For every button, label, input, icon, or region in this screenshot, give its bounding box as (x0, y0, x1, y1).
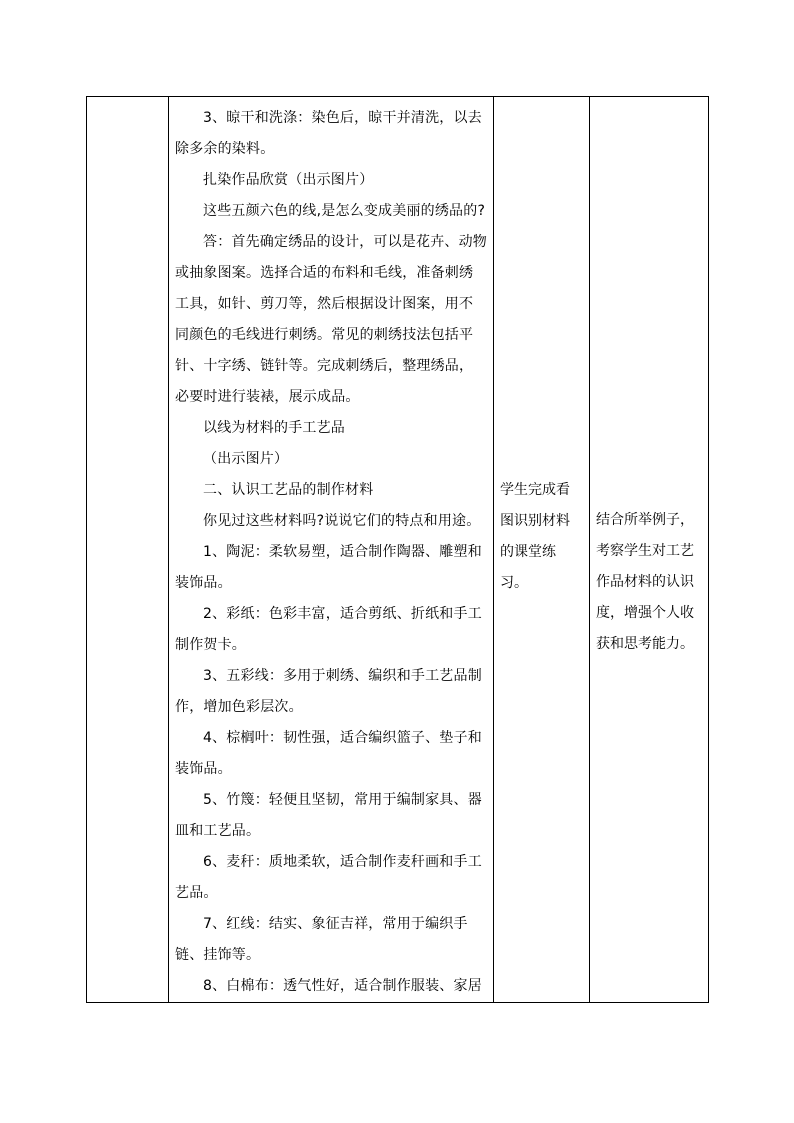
design-intent-cell (590, 97, 709, 1003)
section-heading: 二、认识工艺品的制作材料 (203, 482, 374, 498)
material-item: 6、麦秆：质地柔软，适合制作麦秆画和手工艺品。 (175, 854, 482, 901)
material-item: 5、竹篾：轻便且坚韧，常用于编制家具、器皿和工艺品。 (175, 792, 482, 839)
content-paragraph: 以线为材料的手工艺品 (203, 420, 345, 436)
material-item: 4、棕榈叶：韧性强，适合编织篮子、垫子和装饰品。 (175, 730, 482, 777)
teaching-content-cell (169, 97, 494, 1003)
student-activity-cell (494, 97, 590, 1003)
content-paragraph: 你见过这些材料吗?说说它们的特点和用途。 (203, 513, 481, 529)
content-paragraph: （出示图片） (203, 451, 289, 467)
material-item: 8、白棉布：透气性好，适合制作服装、家居 (203, 978, 482, 994)
content-paragraph: 这些五颜六色的线,是怎么变成美丽的绣品的? (203, 203, 486, 219)
material-item: 1、陶泥：柔软易塑，适合制作陶器、雕塑和装饰品。 (175, 544, 482, 591)
material-item: 7、红线：结实、象征吉祥，常用于编织手链、挂饰等。 (175, 916, 468, 963)
design-intent-text: 结合所举例子，考察学生对工艺作品材料的认识度，增强个人收获和思考能力。 (596, 512, 694, 652)
stage-cell (87, 97, 169, 1003)
lesson-plan-table (86, 96, 709, 1003)
content-paragraph: 答：首先确定绣品的设计，可以是花卉、动物或抽象图案。选择合适的布料和毛线，准备刺绣工具，如针、剪刀等，然后根据设计图案，用不同颜色的毛线进行刺绣。常见的刺绣技法包括平针、十字绣、链针等。完成刺绣后，整理绣品，必要时进行装裱，展示成品。 (175, 234, 487, 405)
material-item: 3、五彩线：多用于刺绣、编织和手工艺品制作，增加色彩层次。 (175, 668, 482, 715)
student-activity-text: 学生完成看图识别材料的课堂练习。 (500, 482, 570, 591)
content-paragraph: 扎染作品欣赏（出示图片） (203, 172, 374, 188)
material-item: 2、彩纸：色彩丰富，适合剪纸、折纸和手工制作贺卡。 (175, 606, 482, 653)
content-paragraph: 3、晾干和洗涤：染色后，晾干并清洗，以去除多余的染料。 (175, 110, 482, 157)
table-row (87, 97, 709, 1003)
